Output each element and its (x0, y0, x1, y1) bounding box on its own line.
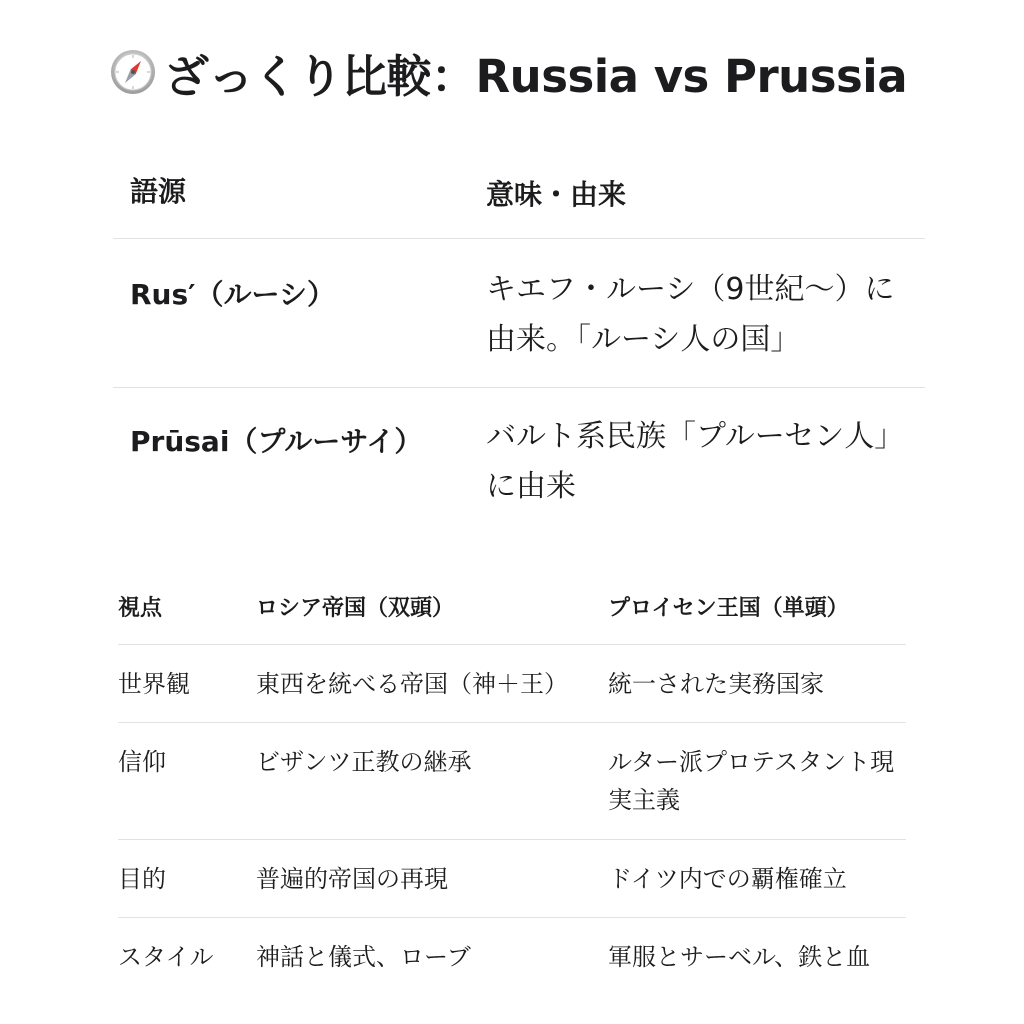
row-prussia: ルター派プロテスタント現実主義 (608, 748, 895, 814)
etymology-header-row (113, 152, 925, 239)
etymology-meaning: キエフ・ルーシ（9世紀〜）に由来。「ルーシ人の国」 (486, 272, 895, 357)
title-text: ざっくり比較：Russia vs Prussia (164, 49, 908, 103)
row-russia: 普遍的帝国の再現 (256, 865, 448, 893)
comparison-table (118, 580, 906, 995)
comparison-row (118, 918, 906, 995)
etymology-term: Prūsai（プルーサイ） (130, 425, 423, 458)
header-meaning: 意味・由来 (486, 178, 627, 211)
row-aspect: 信仰 (118, 748, 166, 776)
etymology-row (113, 388, 925, 538)
row-aspect: スタイル (118, 943, 214, 971)
etymology-meaning: バルト系民族「プルーセン人」に由来 (486, 419, 905, 504)
comparison-row (118, 723, 906, 840)
header-prussia: プロイセン王国（単頭） (608, 596, 849, 621)
row-russia: 東西を統べる帝国（神＋王） (256, 670, 568, 698)
header-viewpoint: 視点 (118, 596, 163, 621)
header-etymology: 語源 (130, 175, 187, 208)
compass-icon (110, 49, 156, 95)
etymology-term: Rus′（ルーシ） (130, 278, 335, 311)
comparison-row (118, 645, 906, 723)
row-aspect: 目的 (118, 865, 166, 893)
row-aspect: 世界観 (118, 670, 190, 698)
row-prussia: 軍服とサーベル、鉄と血 (608, 943, 871, 971)
row-prussia: ドイツ内での覇権確立 (608, 865, 847, 893)
header-russia: ロシア帝国（双頭） (256, 596, 455, 621)
row-prussia: 統一された実務国家 (608, 670, 824, 698)
row-russia: ビザンツ正教の継承 (256, 748, 472, 776)
row-russia: 神話と儀式、ローブ (256, 943, 471, 971)
comparison-header-row (118, 580, 906, 645)
etymology-row (113, 239, 925, 388)
etymology-table (113, 152, 925, 538)
page-title (110, 42, 907, 102)
comparison-row (118, 840, 906, 918)
